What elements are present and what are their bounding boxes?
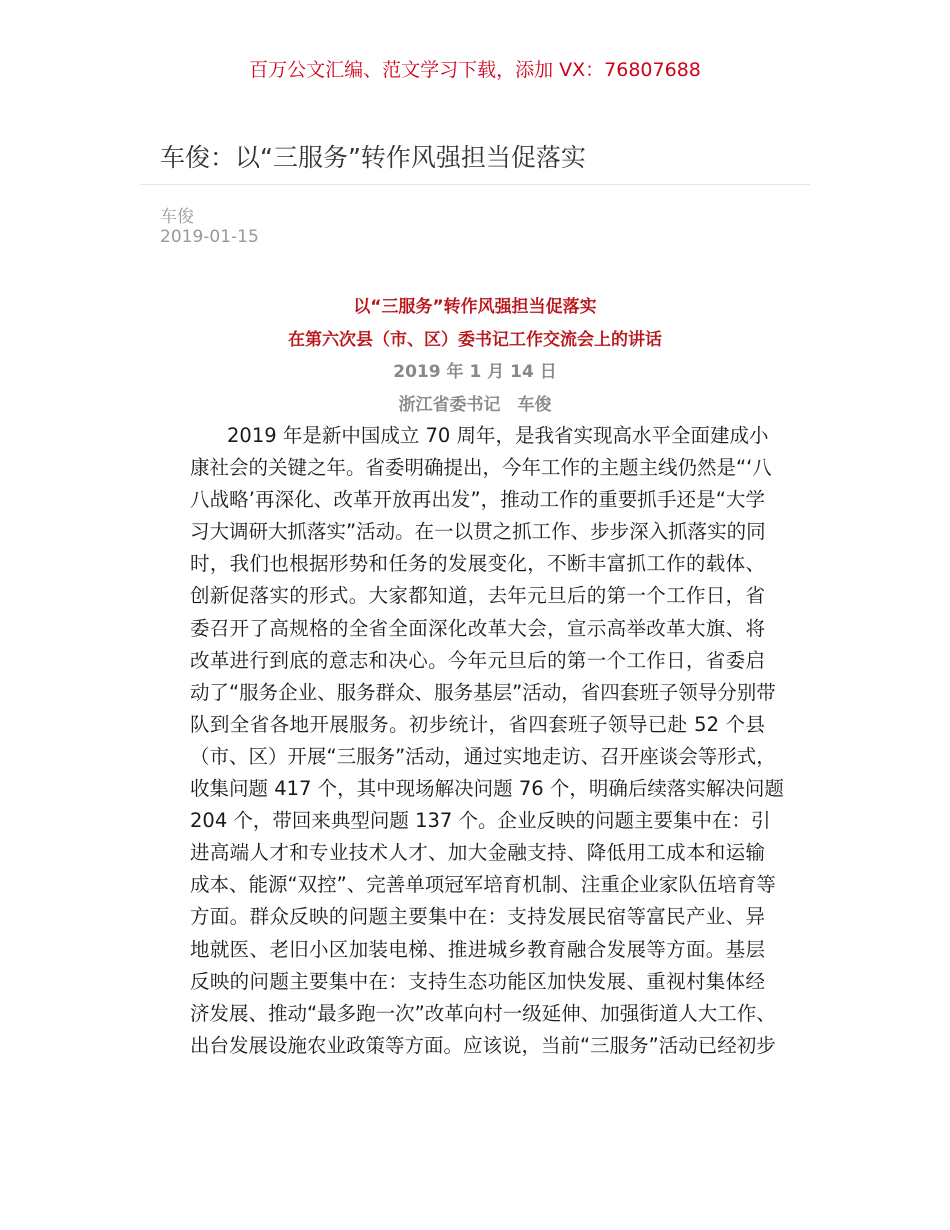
body-line: 204 个，带回来典型问题 137 个。企业反映的问题主要集中在：引 — [190, 809, 771, 833]
body-line: 收集问题 417 个，其中现场解决问题 76 个，明确后续落实解决问题 — [190, 777, 784, 801]
body-line: 济发展、推动“最多跑一次”改革向村一级延伸、加强街道人大工作、 — [190, 1001, 776, 1025]
body-line: 方面。群众反映的问题主要集中在：支持发展民宿等富民产业、异 — [190, 905, 765, 929]
body-line: 动了“服务企业、服务群众、服务基层”活动，省四套班子领导分别带 — [190, 680, 776, 704]
article-date: 2019-01-15 — [160, 227, 259, 247]
body-line: 出台发展设施农业政策等方面。应该说，当前“三服务”活动已经初步 — [190, 1033, 776, 1057]
speech-subheading: 在第六次县（市、区）委书记工作交流会上的讲话 — [288, 330, 662, 350]
body-line: 改革进行到底的意志和决心。今年元旦后的第一个工作日，省委启 — [190, 648, 765, 672]
promo-banner: 百万公文汇编、范文学习下载，添加 VX：76807688 — [249, 59, 701, 81]
article-author: 车俊 — [160, 207, 194, 227]
body-line: 成本、能源“双控”、完善单项冠军培育机制、注重企业家队伍培育等 — [190, 873, 776, 897]
article-title: 车俊：以“三服务”转作风强担当促落实 — [160, 143, 586, 172]
body-line: 地就医、老旧小区加装电梯、推进城乡教育融合发展等方面。基层 — [190, 937, 765, 961]
body-line: 委召开了高规格的全省全面深化改革大会，宣示高举改革大旗、将 — [190, 616, 765, 640]
speech-speaker: 浙江省委书记 车俊 — [398, 395, 552, 415]
body-line: 时，我们也根据形势和任务的发展变化，不断丰富抓工作的载体、 — [190, 552, 765, 576]
speech-date: 2019 年 1 月 14 日 — [393, 362, 557, 382]
speech-body — [190, 420, 784, 1062]
body-line: 2019 年是新中国成立 70 周年，是我省实现高水平全面建成小 — [227, 424, 769, 447]
body-line: 反映的问题主要集中在：支持生态功能区加快发展、重视村集体经 — [190, 969, 765, 993]
body-line: 创新促落实的形式。大家都知道，去年元旦后的第一个工作日，省 — [190, 584, 765, 608]
body-line: 八战略’再深化、改革开放再出发”，推动工作的重要抓手还是“大学 — [190, 488, 765, 512]
body-line: 习大调研大抓落实”活动。在一以贯之抓工作、步步深入抓落实的同 — [190, 520, 766, 544]
body-line: （市、区）开展“三服务”活动，通过实地走访、召开座谈会等形式， — [190, 744, 776, 768]
speech-heading: 以“三服务”转作风强担当促落实 — [353, 297, 597, 317]
body-line: 康社会的关键之年。省委明确提出，今年工作的主题主线仍然是“‘八 — [190, 456, 772, 480]
divider — [140, 184, 810, 185]
body-line: 进高端人才和专业技术人才、加大金融支持、降低用工成本和运输 — [190, 841, 765, 865]
body-line: 队到全省各地开展服务。初步统计，省四套班子领导已赴 52 个县 — [190, 712, 765, 736]
